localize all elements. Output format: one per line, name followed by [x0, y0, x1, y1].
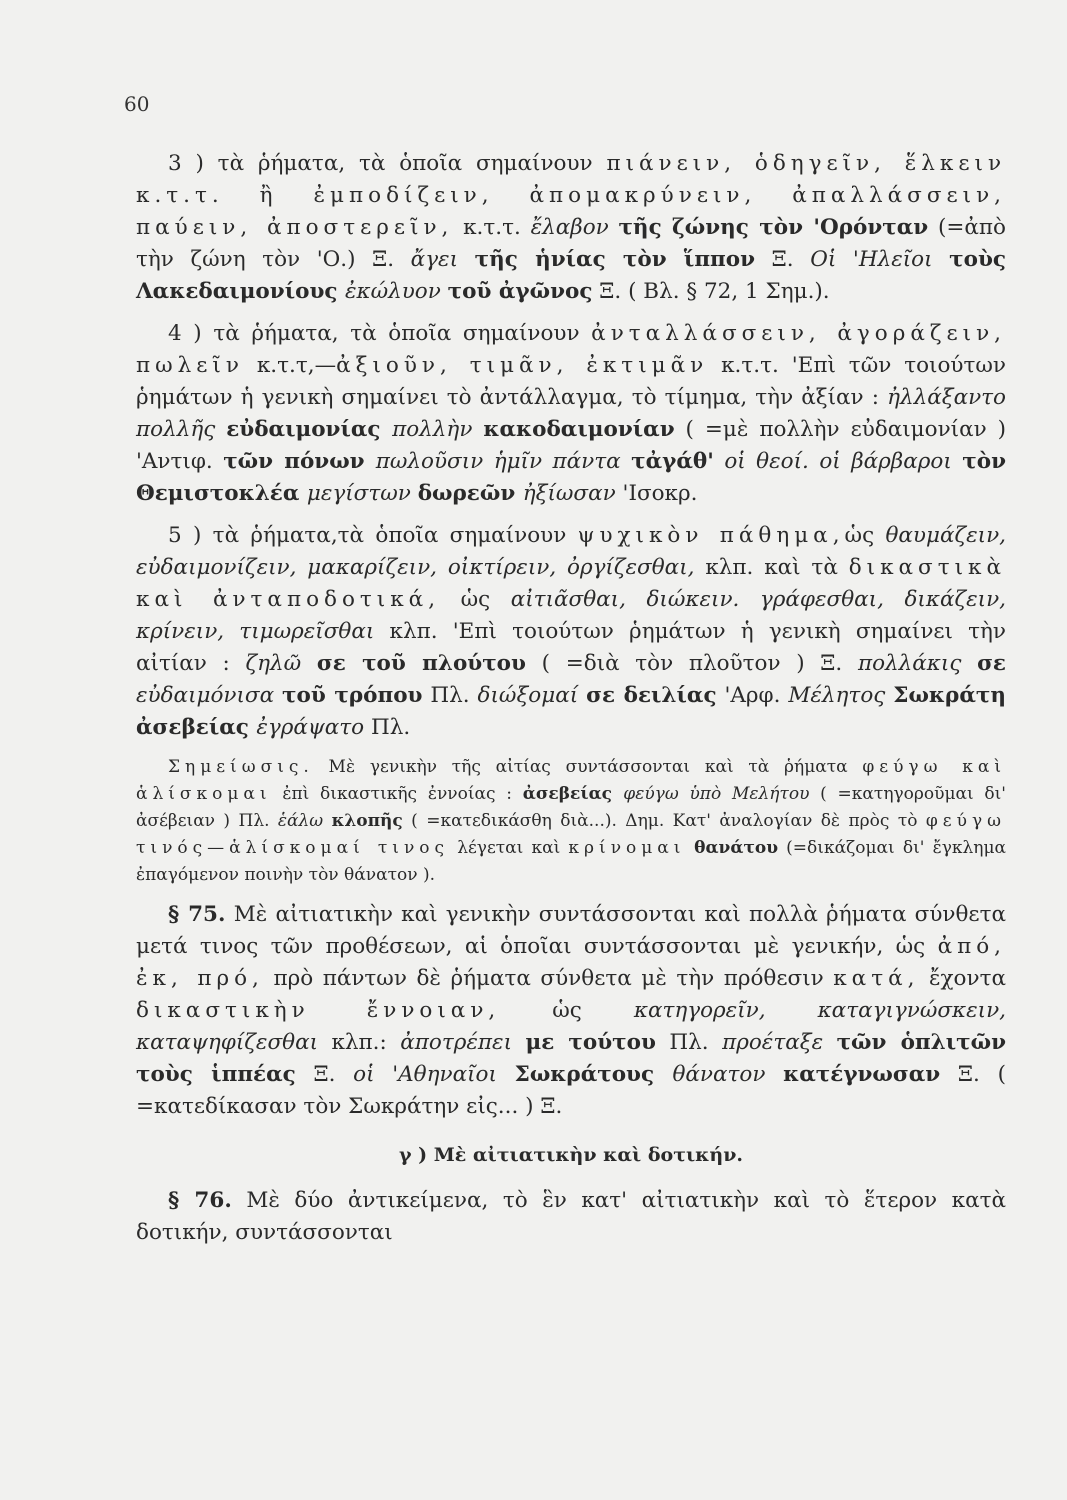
text-run: § 76.: [168, 1188, 232, 1213]
text-run: ( =κατεδικάσθη διὰ...). Δημ. Κατ' ἀναλογίαν δὲ πρὸς τὸ: [402, 811, 926, 831]
text-run: κ.τ.τ,—: [243, 353, 337, 378]
text-run: ἐκώλυον: [344, 279, 448, 304]
text-run: τοῦ ἀγῶνος: [447, 279, 593, 304]
text-run: θανάτου: [685, 838, 779, 858]
text-run: ἐγράψατο: [256, 715, 365, 740]
text-run: εὐδαιμόνισα: [136, 683, 283, 708]
text-run: ζηλῶ: [245, 651, 317, 676]
text-run: κατέγνωσαν: [783, 1062, 941, 1087]
text-block: [136, 148, 1006, 1259]
text-run: ὡς: [500, 998, 634, 1023]
text-run: 5 ) τὰ ῥήματα,τὰ ὁποῖα σημαίνουν: [168, 523, 578, 548]
section-76: [136, 1185, 1006, 1249]
text-run: (=ἀπὸ τὴν ζώνη τὸν 'Ο.) Ξ.: [136, 215, 1006, 272]
text-run: δωρεῶν: [417, 481, 523, 506]
text-run: τοῦ τρόπου: [282, 683, 423, 708]
text-run: Μὲ δύο ἀντικείμενα, τὸ ἓν κατ' αἰτιατικὴν καὶ τὸ ἕτερον κατὰ δοτικήν, συντάσσονται: [136, 1188, 1007, 1245]
text-run: φεύγω τινός—ἁλίσκομαί τινος: [136, 811, 1006, 858]
text-run: ( =κατηγοροῦμαι δι' ἀσέβειαν ) Πλ.: [136, 784, 1006, 831]
text-run: Μέλητος: [788, 683, 894, 708]
text-run: Πλ.: [422, 683, 478, 708]
text-run: κρίνομαι: [568, 838, 686, 858]
text-run: κακοδαιμονίαν: [483, 417, 675, 442]
text-run: ἠξίωσαν: [522, 481, 616, 506]
text-run: κατηγορεῖν, καταγιγνώσκειν, καταψηφίζεσθαι: [136, 998, 1006, 1055]
text-run: Σημείωσις.: [168, 757, 314, 777]
text-run: μεγίστων: [306, 481, 418, 506]
text-run: κλπ. καὶ τὰ: [694, 555, 849, 580]
text-run: διώξομαί: [477, 683, 587, 708]
text-run: ψυχικὸν πάθημα,: [577, 523, 845, 548]
text-run: ἀπό, ἐκ, πρό,: [136, 934, 1006, 991]
text-run: τῶν πόνων: [223, 449, 376, 474]
text-run: πιάνειν, ὁδηγεῖν, ἕλκειν κ.τ.τ. ἢ ἐμποδίζειν, ἀπομακρύνειν, ἀπαλλάσσειν, παύειν, ἀποστερεῖν,: [136, 151, 1007, 240]
text-run: τῶν ὁπλιτῶν τοὺς ἱππέας: [136, 1030, 1006, 1087]
text-run: ἀσεβείας: [522, 784, 624, 804]
text-run: § 75.: [168, 902, 226, 927]
text-run: Πλ.: [364, 715, 411, 740]
text-run: οἱ 'Αθηναῖοι: [353, 1062, 515, 1087]
text-run: ἐπὶ δικαστικῆς ἐννοίας :: [271, 784, 523, 804]
text-run: Ξ.: [755, 247, 811, 272]
text-run: 'Αρφ.: [716, 683, 789, 708]
text-run: Ξ.: [295, 1062, 354, 1087]
text-run: με τούτου: [525, 1030, 656, 1055]
text-run: Μὲ αἰτιατικὴν καὶ γενικὴν συντάσσονται καὶ πολλὰ ῥήματα σύνθετα μετά τινος τῶν προθέσεων, αἱ ὁποῖαι συντάσσονται μὲ γενικήν, ὡς: [136, 902, 1006, 959]
text-run: θάνατον: [672, 1062, 784, 1087]
text-run: κατά,: [833, 966, 920, 991]
text-run: τῆς ἡνίας τὸν ἵππον: [474, 247, 756, 272]
paragraph-5: [136, 520, 1006, 744]
text-run: φεύγω καὶ ἁλίσκομαι: [136, 757, 1006, 804]
text-run: προέταξε: [722, 1030, 837, 1055]
text-run: Ξ. ( Βλ. § 72, 1 Σημ.).: [592, 279, 830, 304]
page-number: 60: [124, 92, 150, 116]
text-run: αἰτιᾶσθαι, διώκειν. γράφεσθαι, δικάζειν, κρίνειν, τιμωρεῖσθαι: [136, 587, 1006, 644]
text-run: ἔχοντα: [919, 966, 1006, 991]
text-run: ( =μὲ πολλὴν εὐδαιμονίαν ) 'Αντιφ.: [136, 417, 1007, 474]
text-run: πρὸ πάντων δὲ ῥήματα σύνθετα μὲ τὴν πρόθεσιν: [263, 966, 834, 991]
text-run: τοὺς Λακεδαιμονίους: [136, 247, 1006, 304]
text-run: δικαστικὴν ἔννοιαν,: [136, 998, 501, 1023]
text-run: κ.τ.τ. 'Επὶ τῶν τοιούτων ῥημάτων ἡ γενικὴ σημαίνει τὸ ἀντάλλαγμα, τὸ τίμημα, τὴν ἀξίαν :: [136, 353, 1006, 410]
text-run: τὸν Θεμιστοκλέα: [136, 449, 1006, 506]
text-run: Πλ.: [655, 1030, 723, 1055]
note-paragraph: [136, 754, 1006, 889]
text-run: σε δειλίας: [586, 683, 717, 708]
text-run: πωλοῦσιν ἡμῖν πάντα: [375, 449, 632, 474]
text-run: Σωκράτους: [514, 1062, 673, 1087]
paragraph-4: [136, 318, 1006, 510]
text-run: Μὲ γενικὴν τῆς αἰτίας συντάσσονται καὶ τὰ ῥήματα: [313, 757, 863, 777]
text-run: 4 ) τὰ ῥήματα, τὰ ὁποῖα σημαίνουν: [168, 321, 592, 346]
text-run: (=δικάζομαι δι' ἔγκλημα ἐπαγόμενον ποινὴν τὸν θάνατον ).: [136, 838, 1006, 885]
text-run: ἔλαβον: [530, 215, 619, 240]
paragraph-3: [136, 148, 1006, 308]
section-heading: γ ) Μὲ αἰτιατικὴν καὶ δοτικήν.: [398, 1144, 744, 1166]
section-75: [136, 899, 1006, 1123]
text-run: Οἱ 'Ηλεῖοι: [810, 247, 950, 272]
text-run: τῆς ζώνης τὸν 'Ορόνταν: [618, 215, 929, 240]
text-run: πολλὴν: [392, 417, 484, 442]
text-run: 3 ) τὰ ῥήματα, τὰ ὁποῖα σημαίνουν: [168, 151, 607, 176]
text-run: κλπ. 'Επὶ τοιούτων ῥημάτων ἡ γενικὴ σημαίνει τὴν αἰτίαν :: [136, 619, 1006, 676]
text-run: ἀποτρέπει: [400, 1030, 526, 1055]
text-run: σε τοῦ πλούτου: [316, 651, 526, 676]
text-run: Ξ. ( =κατεδίκασαν τὸν Σωκράτην εἰς... ) Ξ.: [136, 1062, 1006, 1119]
text-run: ἀνταλλάσσειν, ἀγοράζειν, πωλεῖν: [136, 321, 1006, 378]
text-run: οἱ θεοί. οἱ βάρβαροι: [713, 449, 963, 474]
text-run: Σωκράτη ἀσεβείας: [136, 683, 1006, 740]
text-run: φεύγω ὑπὸ Μελήτου: [623, 784, 810, 804]
text-run: ἀξιοῦν, τιμᾶν, ἐκτιμᾶν: [336, 353, 709, 378]
text-run: σε: [977, 651, 1006, 676]
text-run: ἄγει: [410, 247, 475, 272]
text-run: κλπ.:: [318, 1030, 401, 1055]
text-run: ἠλλάξαντο πολλῆς: [136, 385, 1006, 442]
text-run: κ.τ.τ.: [453, 215, 531, 240]
text-run: εὐδαιμονίας: [226, 417, 393, 442]
text-run: ὡς: [440, 587, 511, 612]
text-run: δικαστικὰ καὶ ἀνταποδοτικά,: [136, 555, 1006, 612]
text-run: ἑάλω: [277, 811, 332, 831]
text-run: θαυμάζειν, εὐδαιμονίζειν, μακαρίζειν, οἰκτίρειν, ὀργίζεσθαι,: [136, 523, 1006, 580]
text-run: κλοπῆς: [331, 811, 403, 831]
text-run: ὡς: [844, 523, 886, 548]
text-run: 'Ισοκρ.: [615, 481, 698, 506]
text-run: πολλάκις: [857, 651, 978, 676]
text-run: λέγεται καὶ: [449, 838, 569, 858]
text-run: ( =διὰ τὸν πλοῦτον ) Ξ.: [525, 651, 858, 676]
text-run: τἀγάθ': [631, 449, 714, 474]
